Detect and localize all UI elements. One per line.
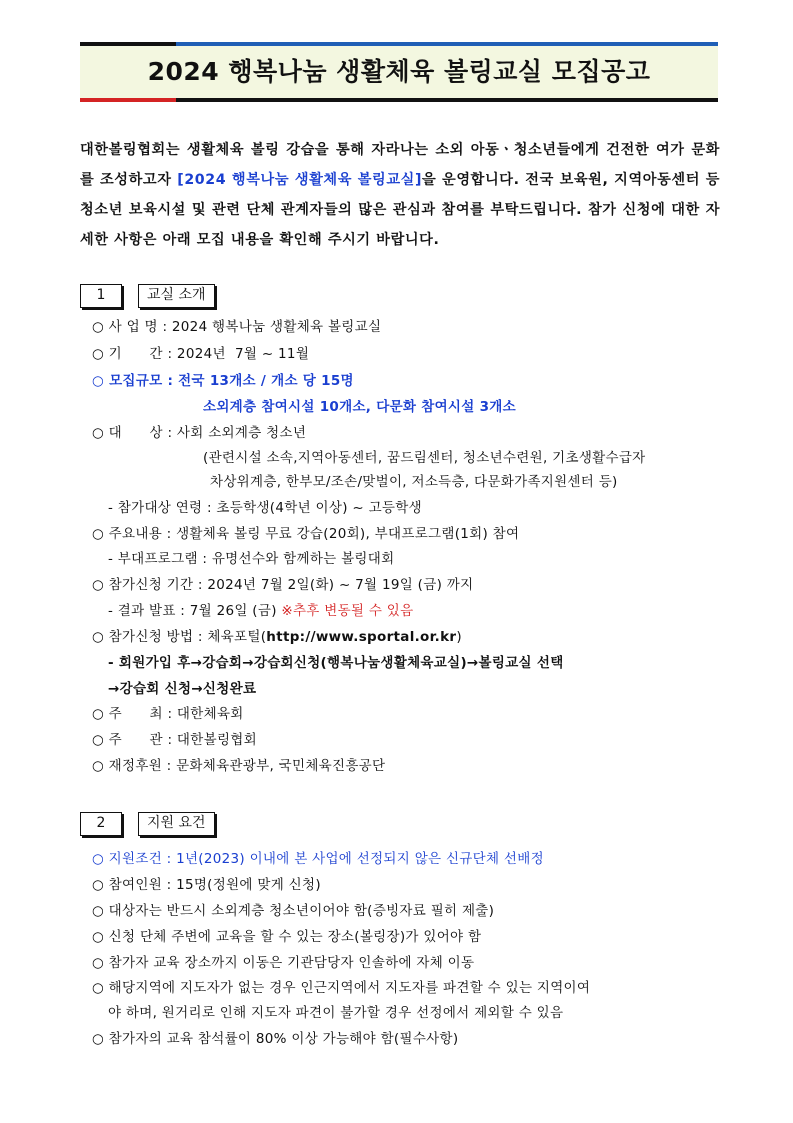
apply-steps-1: - 회원가입 후→강습회→강습회신청(행복나눔생활체육교실)→볼링교실 선택: [108, 655, 564, 671]
bottom-rule-red: [80, 98, 176, 102]
apply-steps-2: →강습회 신청→신청완료: [108, 681, 257, 697]
intro-text-1: 대한볼링협회는 생활체육 볼링 강습을 통해 자라나는 소외 아동ㆍ청소년들에게 건전한 여가 문화를 조성하고자: [80, 142, 720, 188]
intro-text-2: 을 운영합니다. 전국 보육원, 지역아동센터 등 청소년 보육시설 및 관련 단체 관계자들의 많은 관심과 참여를 부탁드립니다. 참가 신청에 대한 자세한 사항은 아래 모집 내용을 확인해 주시기 바랍니다.: [80, 172, 720, 248]
intro-paragraph: [80, 135, 720, 255]
section-2-title: 지원 요건: [138, 812, 215, 836]
item-sponsor: ○ 재정후원 : 문화체육관광부, 국민체육진흥공단: [92, 758, 386, 774]
item-sub-program: - 부대프로그램 : 유명선수와 함께하는 볼링대회: [108, 551, 395, 567]
req-transport: ○ 참가자 교육 장소까지 이동은 기관담당자 인솔하에 자체 이동: [92, 955, 475, 971]
item-apply-period: ○ 참가신청 기간 : 2024년 7월 2일(화) ~ 7월 19일 (금) 까지: [92, 577, 474, 593]
item-apply-method: [92, 627, 462, 647]
item-target-detail-2: 차상위계층, 한부모/조손/맞벌이, 저소득층, 다문화가족지원센터 등): [210, 474, 618, 490]
item-scale: ○ 모집규모 : 전국 13개소 / 개소 당 15명: [92, 373, 354, 389]
req-attendance: ○ 참가자의 교육 참석률이 80% 이상 가능해야 함(필수사항): [92, 1031, 459, 1047]
apply-method-label: ○ 참가신청 방법 : 체육포털(: [92, 629, 267, 645]
item-organizer: ○ 주 관 : 대한볼링협회: [92, 732, 257, 748]
item-scale-detail: 소외계층 참여시설 10개소, 다문화 참여시설 3개소: [203, 399, 516, 415]
title-banner: [80, 42, 718, 102]
item-age: - 참가대상 연령 : 초등학생(4학년 이상) ~ 고등학생: [108, 500, 422, 516]
result-note: ※추후 변동될 수 있음: [281, 603, 414, 619]
req-instructor-2: 야 하며, 원거리로 인해 지도자 파견이 불가할 경우 선정에서 제외할 수 있음: [108, 1005, 564, 1021]
item-project-name: ○ 사 업 명 : 2024 행복나눔 생활체육 볼링교실: [92, 319, 382, 335]
apply-method-close: ): [456, 629, 462, 645]
bottom-rule-black: [176, 98, 718, 102]
result-date: - 결과 발표 : 7월 26일 (금): [108, 603, 282, 619]
page-title: 2024 행복나눔 생활체육 볼링교실 모집공고: [147, 57, 651, 86]
section-2-number: 2: [80, 812, 122, 836]
item-target: ○ 대 상 : 사회 소외계층 청소년: [92, 425, 307, 441]
item-period: ○ 기 간 : 2024년 7월 ~ 11월: [92, 346, 310, 362]
req-participants: ○ 참여인원 : 15명(정원에 맞게 신청): [92, 877, 321, 893]
req-venue: ○ 신청 단체 주변에 교육을 할 수 있는 장소(볼링장)가 있어야 함: [92, 929, 482, 945]
section-1-number: 1: [80, 284, 122, 308]
req-instructor-1: ○ 해당지역에 지도자가 없는 경우 인근지역에서 지도자를 파견할 수 있는 지역이여: [92, 980, 591, 996]
req-eligibility: ○ 대상자는 반드시 소외계층 청소년이어야 함(증빙자료 필히 제출): [92, 903, 495, 919]
item-target-detail-1: (관련시설 소속,지역아동센터, 꿈드림센터, 청소년수련원, 기초생활수급자: [203, 450, 646, 466]
section-1-title: 교실 소개: [138, 284, 215, 308]
item-host: ○ 주 최 : 대한체육회: [92, 706, 244, 722]
intro-highlight: [2024 행복나눔 생활체육 볼링교실]: [177, 172, 423, 188]
item-result: [108, 601, 413, 621]
item-content: ○ 주요내용 : 생활체육 볼링 무료 강습(20회), 부대프로그램(1회) 참여: [92, 526, 520, 542]
req-condition: ○ 지원조건 : 1년(2023) 이내에 본 사업에 선정되지 않은 신규단체 선배정: [92, 851, 544, 867]
portal-link[interactable]: http://www.sportal.or.kr: [266, 629, 457, 645]
